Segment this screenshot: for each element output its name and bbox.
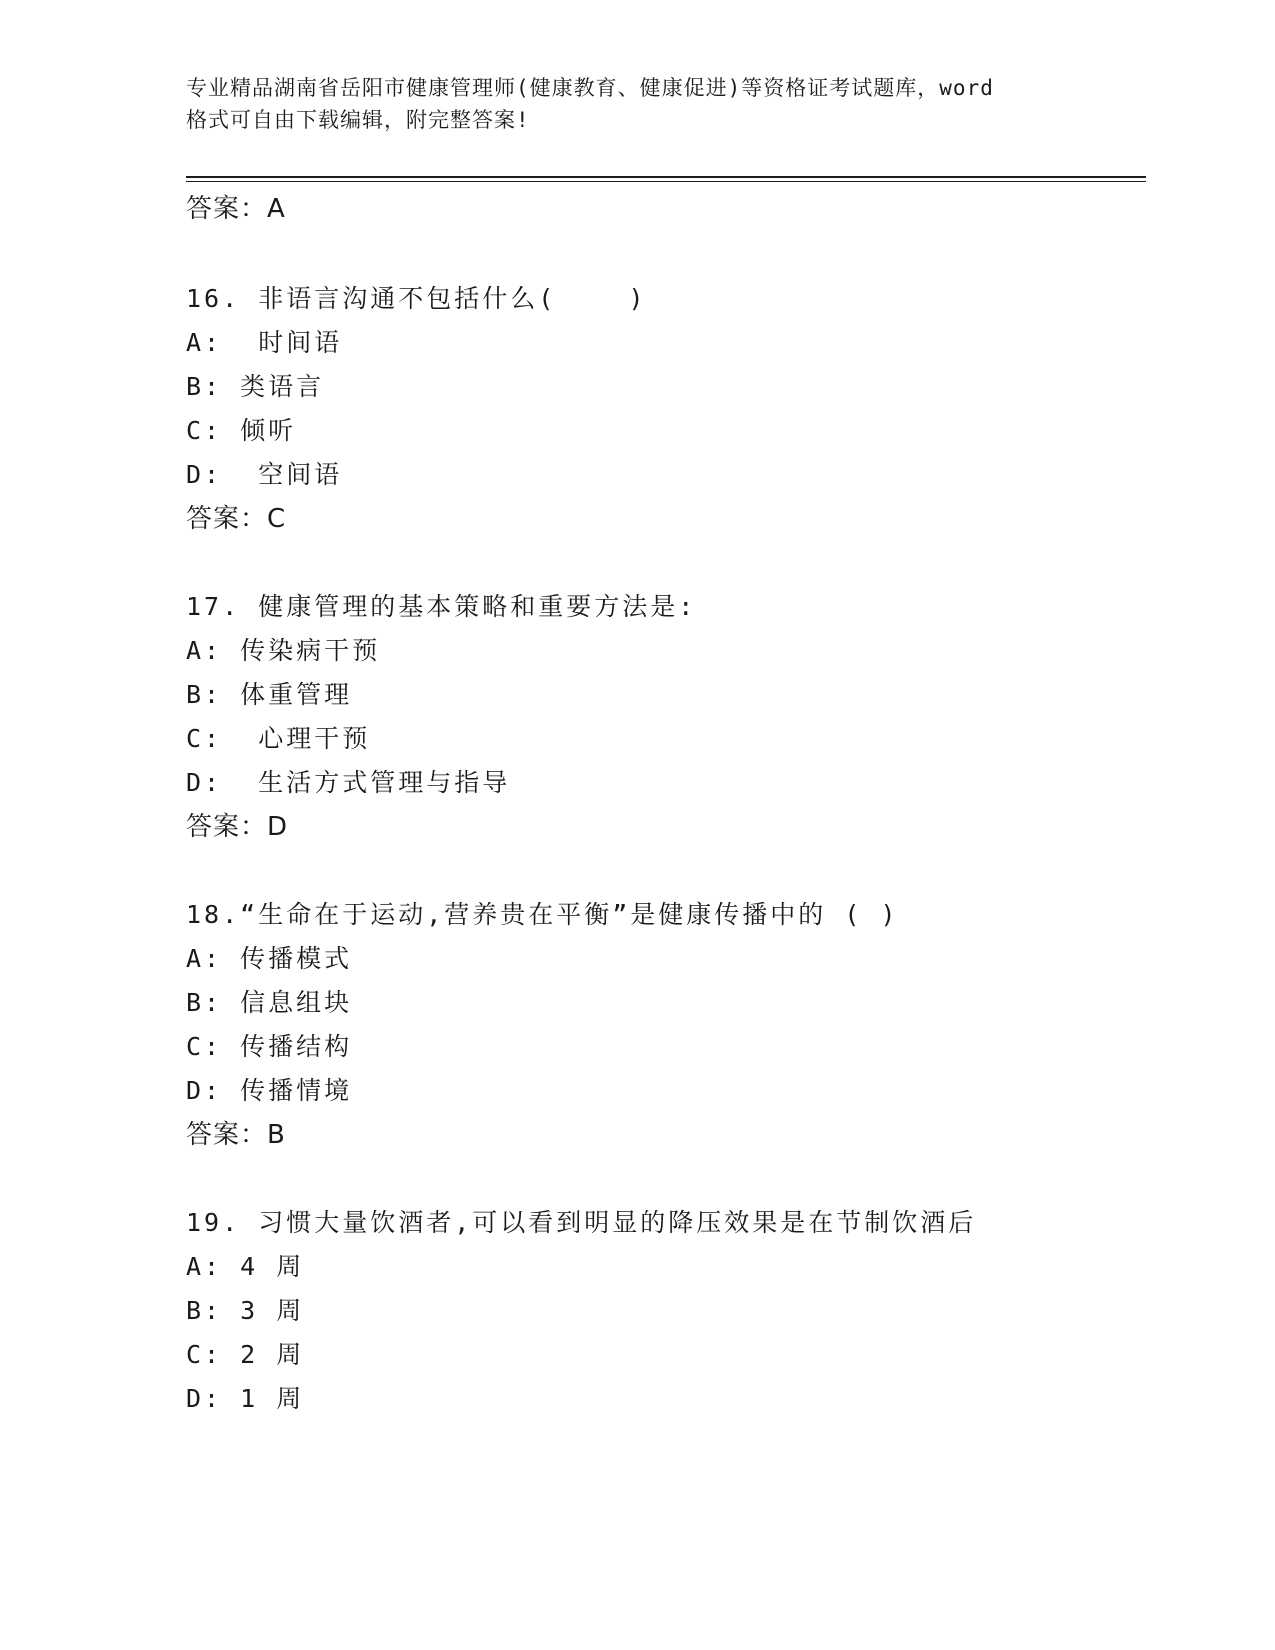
question-17-option-a: A: 传染病干预 (186, 636, 381, 665)
question-17-answer: 答案：D (186, 812, 289, 842)
question-16-stem: 16. 非语言沟通不包括什么( ) (186, 284, 647, 313)
question-16-option-d: D: 空间语 (186, 460, 343, 489)
question-19-option-a: A: 4 周 (186, 1252, 305, 1281)
question-18-option-c: C: 传播结构 (186, 1032, 353, 1061)
question-18-option-b: B: 信息组块 (186, 988, 353, 1017)
question-16-option-b: B: 类语言 (186, 372, 325, 401)
header-rule-thin (186, 181, 1146, 182)
header-line-1: 专业精品湖南省岳阳市健康管理师(健康教育、健康促进)等资格证考试题库，word (186, 76, 994, 100)
header-rule-thick (186, 176, 1146, 178)
question-16-option-c: C: 倾听 (186, 416, 297, 445)
question-17-stem: 17. 健康管理的基本策略和重要方法是: (186, 592, 697, 621)
question-17-option-d: D: 生活方式管理与指导 (186, 768, 511, 797)
question-17-option-b: B: 体重管理 (186, 680, 353, 709)
question-18-answer: 答案：B (186, 1120, 286, 1150)
question-18-option-a: A: 传播模式 (186, 944, 353, 973)
question-18-stem: 18.“生命在于运动,营养贵在平衡”是健康传播中的 ( ) (186, 900, 899, 929)
question-17-option-c: C: 心理干预 (186, 724, 371, 753)
page-header (186, 72, 1086, 136)
question-19-option-c: C: 2 周 (186, 1340, 305, 1369)
question-16-answer: 答案：C (186, 504, 287, 534)
answer-prev: 答案：A (186, 194, 286, 224)
question-19-option-d: D: 1 周 (186, 1384, 305, 1413)
question-18-option-d: D: 传播情境 (186, 1076, 353, 1105)
question-16-option-a: A: 时间语 (186, 328, 343, 357)
header-line-2: 格式可自由下载编辑，附完整答案! (186, 108, 530, 132)
question-19-option-b: B: 3 周 (186, 1296, 305, 1325)
question-19-stem: 19. 习惯大量饮酒者,可以看到明显的降压效果是在节制饮酒后 (186, 1208, 977, 1237)
